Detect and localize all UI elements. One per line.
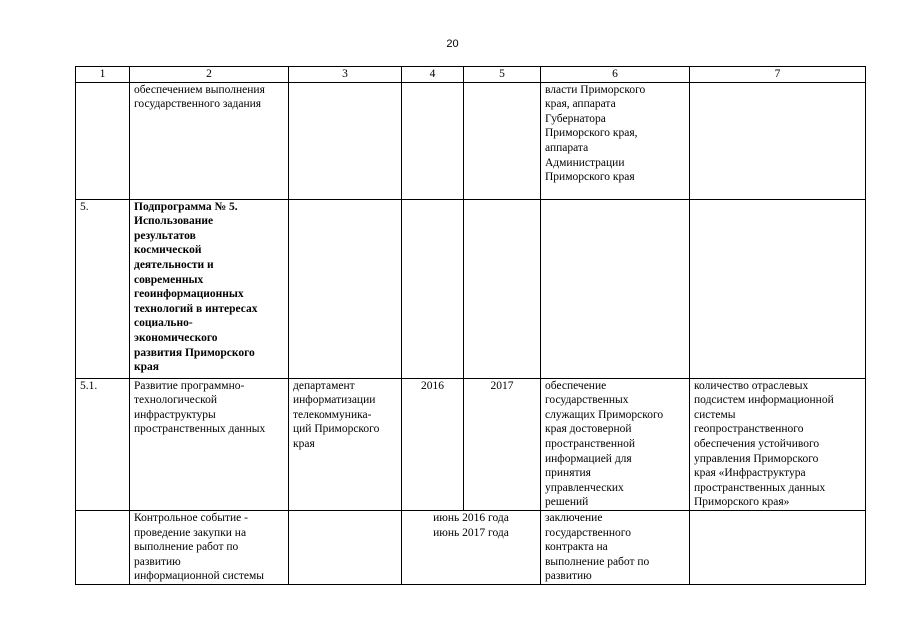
start-year-cell: [402, 199, 464, 378]
indicator-cell: количество отраслевых подсистем информационной системы геопространственного обеспечения устойчивого управления Приморского края «Инфраструктура пространственных данных Приморского края»: [690, 378, 866, 510]
indicator-cell: [690, 510, 866, 584]
activity-cell: Развитие программно- технологической инфраструктуры пространственных данных: [130, 378, 289, 510]
header-cell: 3: [289, 67, 402, 83]
table-row: [76, 510, 866, 584]
header-cell: 5: [464, 67, 541, 83]
table-row: [76, 82, 866, 199]
start-year-cell: [402, 82, 464, 199]
header-cell: 1: [76, 67, 130, 83]
indicator-cell: [690, 82, 866, 199]
end-year-cell: [464, 82, 541, 199]
control-event-dates-cell: июнь 2016 года июнь 2017 года: [402, 510, 541, 584]
end-year-cell: [464, 199, 541, 378]
end-year-cell: 2017: [464, 378, 541, 510]
header-cell: 2: [130, 67, 289, 83]
indicator-cell: [690, 199, 866, 378]
header-cell: 6: [541, 67, 690, 83]
result-cell: заключение государственного контракта на выполнение работ по развитию: [541, 510, 690, 584]
start-year-cell: 2016: [402, 378, 464, 510]
subprogram-title-cell: Подпрограмма № 5. Использование результатов космической деятельности и современных геоинформационных технологий в интересах социально- экономического развития Приморского края: [130, 199, 289, 378]
header-cell: 4: [402, 67, 464, 83]
document-table: [75, 66, 866, 585]
responsible-cell: [289, 510, 402, 584]
row-number-cell: [76, 82, 130, 199]
result-cell: власти Приморского края, аппарата Губернатора Приморского края, аппарата Администрации Приморского края: [541, 82, 690, 199]
activity-cell: обеспечением выполнения государственного задания: [130, 82, 289, 199]
result-cell: [541, 199, 690, 378]
row-number-cell: 5.: [76, 199, 130, 378]
result-cell: обеспечение государственных служащих Приморского края достоверной пространственной информацией для принятия управленческих решений: [541, 378, 690, 510]
table-row: [76, 199, 866, 378]
responsible-cell: департамент информатизации телекоммуника- ций Приморского края: [289, 378, 402, 510]
table-row: [76, 378, 866, 510]
header-cell: 7: [690, 67, 866, 83]
row-number-cell: 5.1.: [76, 378, 130, 510]
responsible-cell: [289, 199, 402, 378]
control-event-cell: Контрольное событие - проведение закупки на выполнение работ по развитию информационной системы: [130, 510, 289, 584]
table-header-row: [76, 67, 866, 83]
page-number: 20: [446, 38, 459, 50]
row-number-cell: [76, 510, 130, 584]
responsible-cell: [289, 82, 402, 199]
